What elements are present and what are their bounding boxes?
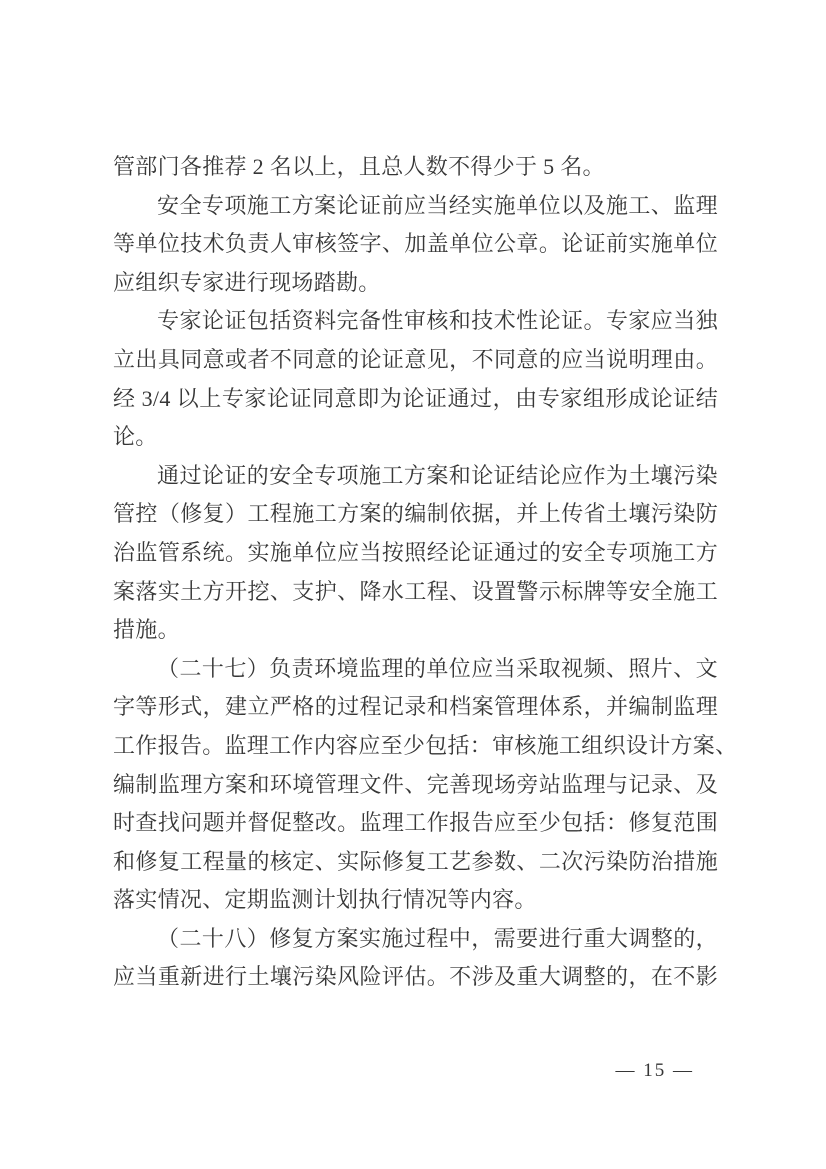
text-line: 应组织专家进行现场踏勘。	[113, 269, 381, 295]
text-line: 安全专项施工方案论证前应当经实施单位以及施工、监理	[157, 192, 718, 218]
text-line: 工作报告。监理工作内容应至少包括：审核施工组织设计方案、	[113, 732, 738, 758]
text-line: 治监管系统。实施单位应当按照经论证通过的安全专项施工方	[113, 539, 718, 565]
text-line: 字等形式，建立严格的过程记录和档案管理体系，并编制监理	[113, 694, 718, 720]
text-line: 经 3/4 以上专家论证同意即为论证通过，由专家组形成论证结	[113, 385, 718, 411]
text-line: 论。	[113, 424, 158, 450]
text-line: 等单位技术负责人审核签字、加盖单位公章。论证前实施单位	[113, 231, 718, 257]
text-line: 和修复工程量的核定、实际修复工艺参数、二次污染防治措施	[113, 848, 718, 874]
text-line: 措施。	[113, 617, 180, 643]
text-line: 落实情况、定期监测计划执行情况等内容。	[113, 887, 537, 913]
text-body	[113, 148, 738, 997]
text-line: （二十八）修复方案实施过程中，需要进行重大调整的，	[157, 925, 718, 951]
text-line: 立出具同意或者不同意的论证意见，不同意的应当说明理由。	[113, 346, 718, 372]
text-line: 时查找问题并督促整改。监理工作报告应至少包括：修复范围	[113, 810, 718, 836]
text-line: 案落实土方开挖、支护、降水工程、设置警示标牌等安全施工	[113, 578, 718, 604]
text-line: 专家论证包括资料完备性审核和技术性论证。专家应当独	[157, 308, 718, 334]
page-number: — 15 —	[615, 1060, 694, 1081]
text-line: 应当重新进行土壤污染风险评估。不涉及重大调整的，在不影	[113, 964, 718, 990]
text-line: 管控（修复）工程施工方案的编制依据，并上传省土壤污染防	[113, 501, 718, 527]
text-line: （二十七）负责环境监理的单位应当采取视频、照片、文	[157, 655, 718, 681]
text-line: 通过论证的安全专项施工方案和论证结论应作为土壤污染	[157, 462, 718, 488]
text-line: 管部门各推荐 2 名以上，且总人数不得少于 5 名。	[113, 154, 605, 179]
text-line: 编制监理方案和环境管理文件、完善现场旁站监理与记录、及	[113, 771, 718, 797]
